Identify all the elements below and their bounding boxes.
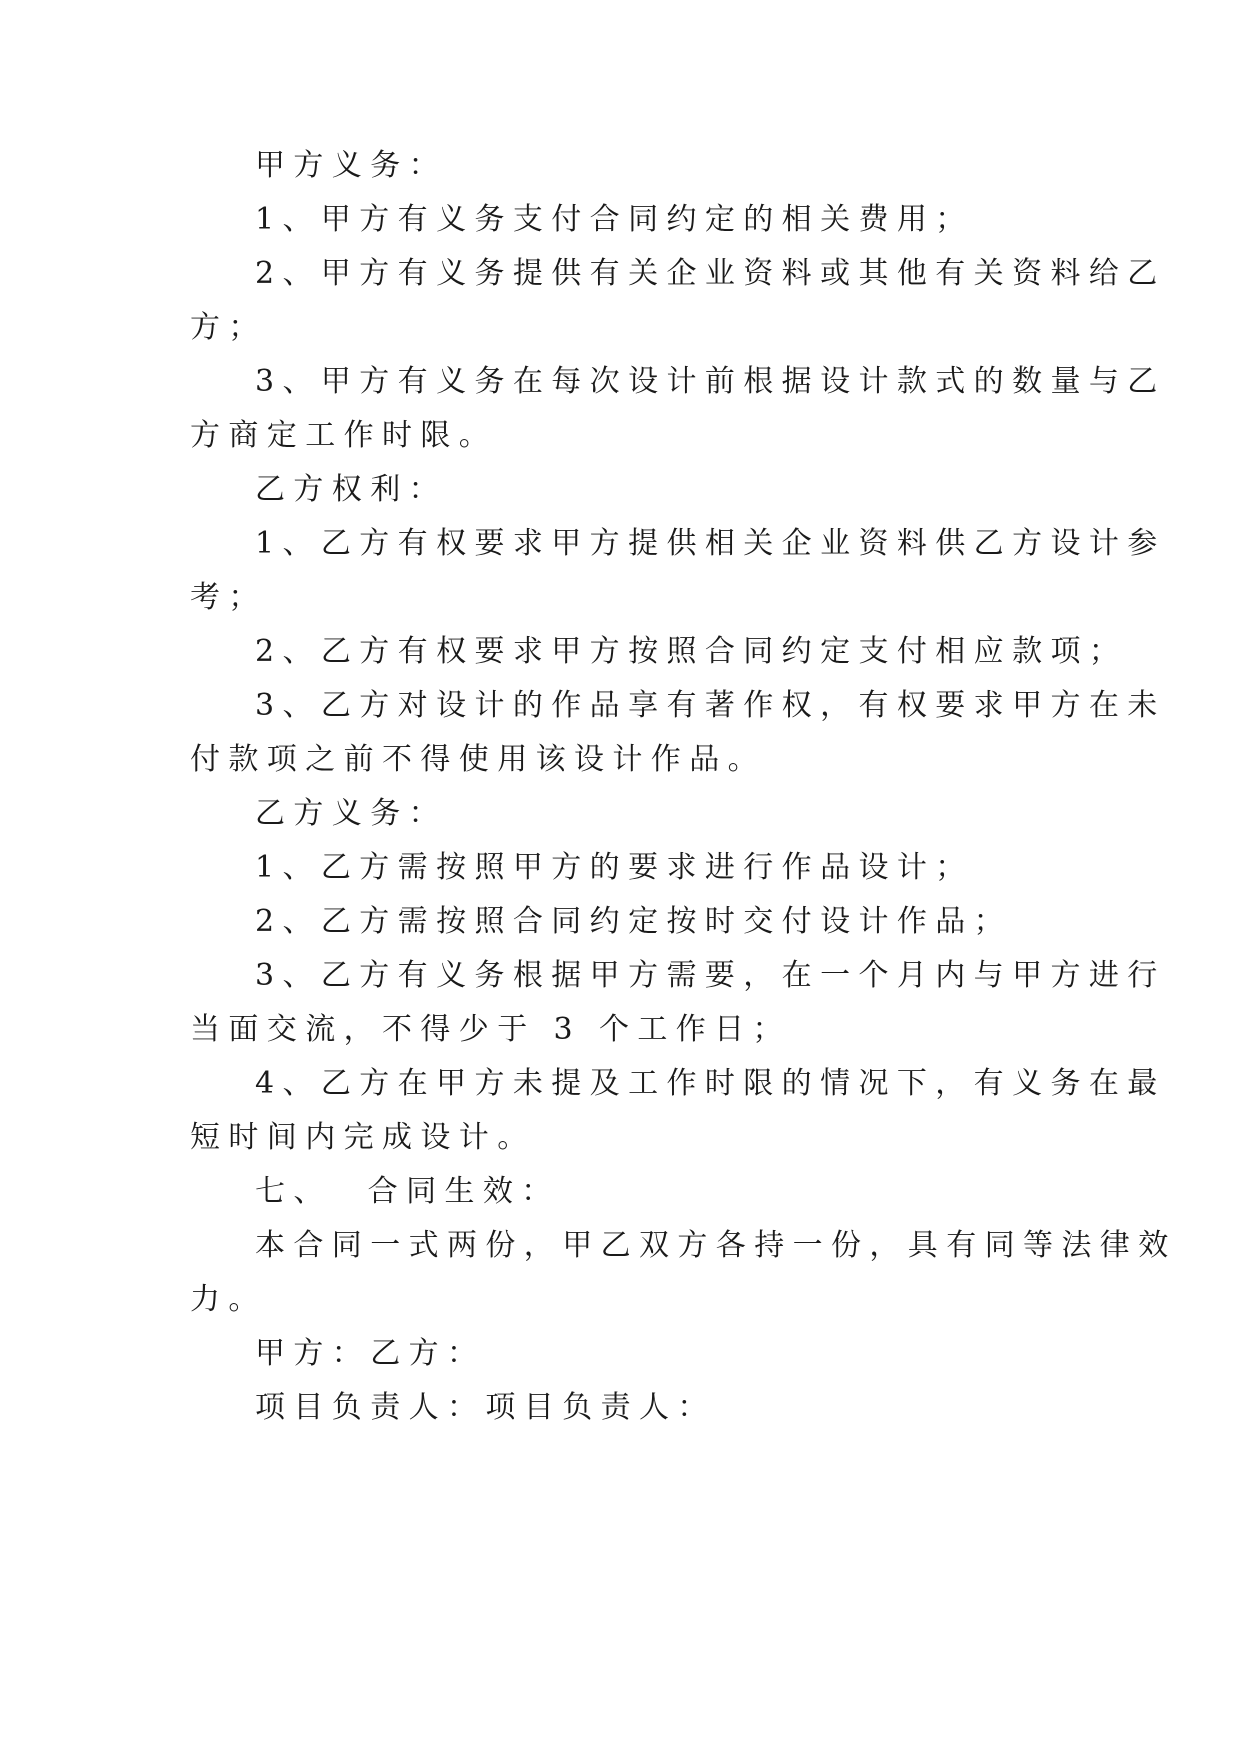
paragraph-line: 2、乙方需按照合同约定按时交付设计作品； bbox=[255, 904, 1013, 939]
signature-project-leads: 项目负责人：项目负责人： bbox=[255, 1390, 716, 1425]
paragraph-line: 方； bbox=[190, 310, 267, 345]
paragraph-line: 3、乙方有义务根据甲方需要，在一个月内与甲方进行 bbox=[255, 958, 1166, 993]
paragraph-line: 短时间内完成设计。 bbox=[190, 1120, 536, 1155]
section-heading-party-b-rights: 乙方权利： bbox=[255, 472, 447, 507]
paragraph-line: 考； bbox=[190, 580, 267, 615]
section-heading-party-a-obligations: 甲方义务： bbox=[255, 148, 447, 183]
paragraph-line: 2、乙方有权要求甲方按照合同约定支付相应款项； bbox=[255, 634, 1128, 669]
paragraph-line: 付款项之前不得使用该设计作品。 bbox=[190, 742, 766, 777]
paragraph-line: 1、甲方有义务支付合同约定的相关费用； bbox=[255, 202, 974, 237]
paragraph-line: 力。 bbox=[190, 1282, 267, 1317]
paragraph-line: 3、甲方有义务在每次设计前根据设计款式的数量与乙 bbox=[255, 364, 1166, 399]
paragraph-line: 1、乙方有权要求甲方提供相关企业资料供乙方设计参 bbox=[255, 526, 1166, 561]
section-heading-contract-effect: 七、 合同生效： bbox=[255, 1174, 560, 1209]
paragraph-line: 4、乙方在甲方未提及工作时限的情况下，有义务在最 bbox=[255, 1066, 1166, 1101]
paragraph-line: 2、甲方有义务提供有关企业资料或其他有关资料给乙 bbox=[255, 256, 1166, 291]
paragraph-line: 当面交流，不得少于 3 个工作日； bbox=[190, 1012, 791, 1047]
paragraph-line: 3、乙方对设计的作品享有著作权，有权要求甲方在未 bbox=[255, 688, 1166, 723]
paragraph-line: 本合同一式两份，甲乙双方各持一份，具有同等法律效 bbox=[255, 1228, 1177, 1263]
section-heading-party-b-obligations: 乙方义务： bbox=[255, 796, 447, 831]
paragraph-line: 方商定工作时限。 bbox=[190, 418, 498, 453]
paragraph-line: 1、乙方需按照甲方的要求进行作品设计； bbox=[255, 850, 974, 885]
signature-parties: 甲方：乙方： bbox=[255, 1336, 486, 1371]
